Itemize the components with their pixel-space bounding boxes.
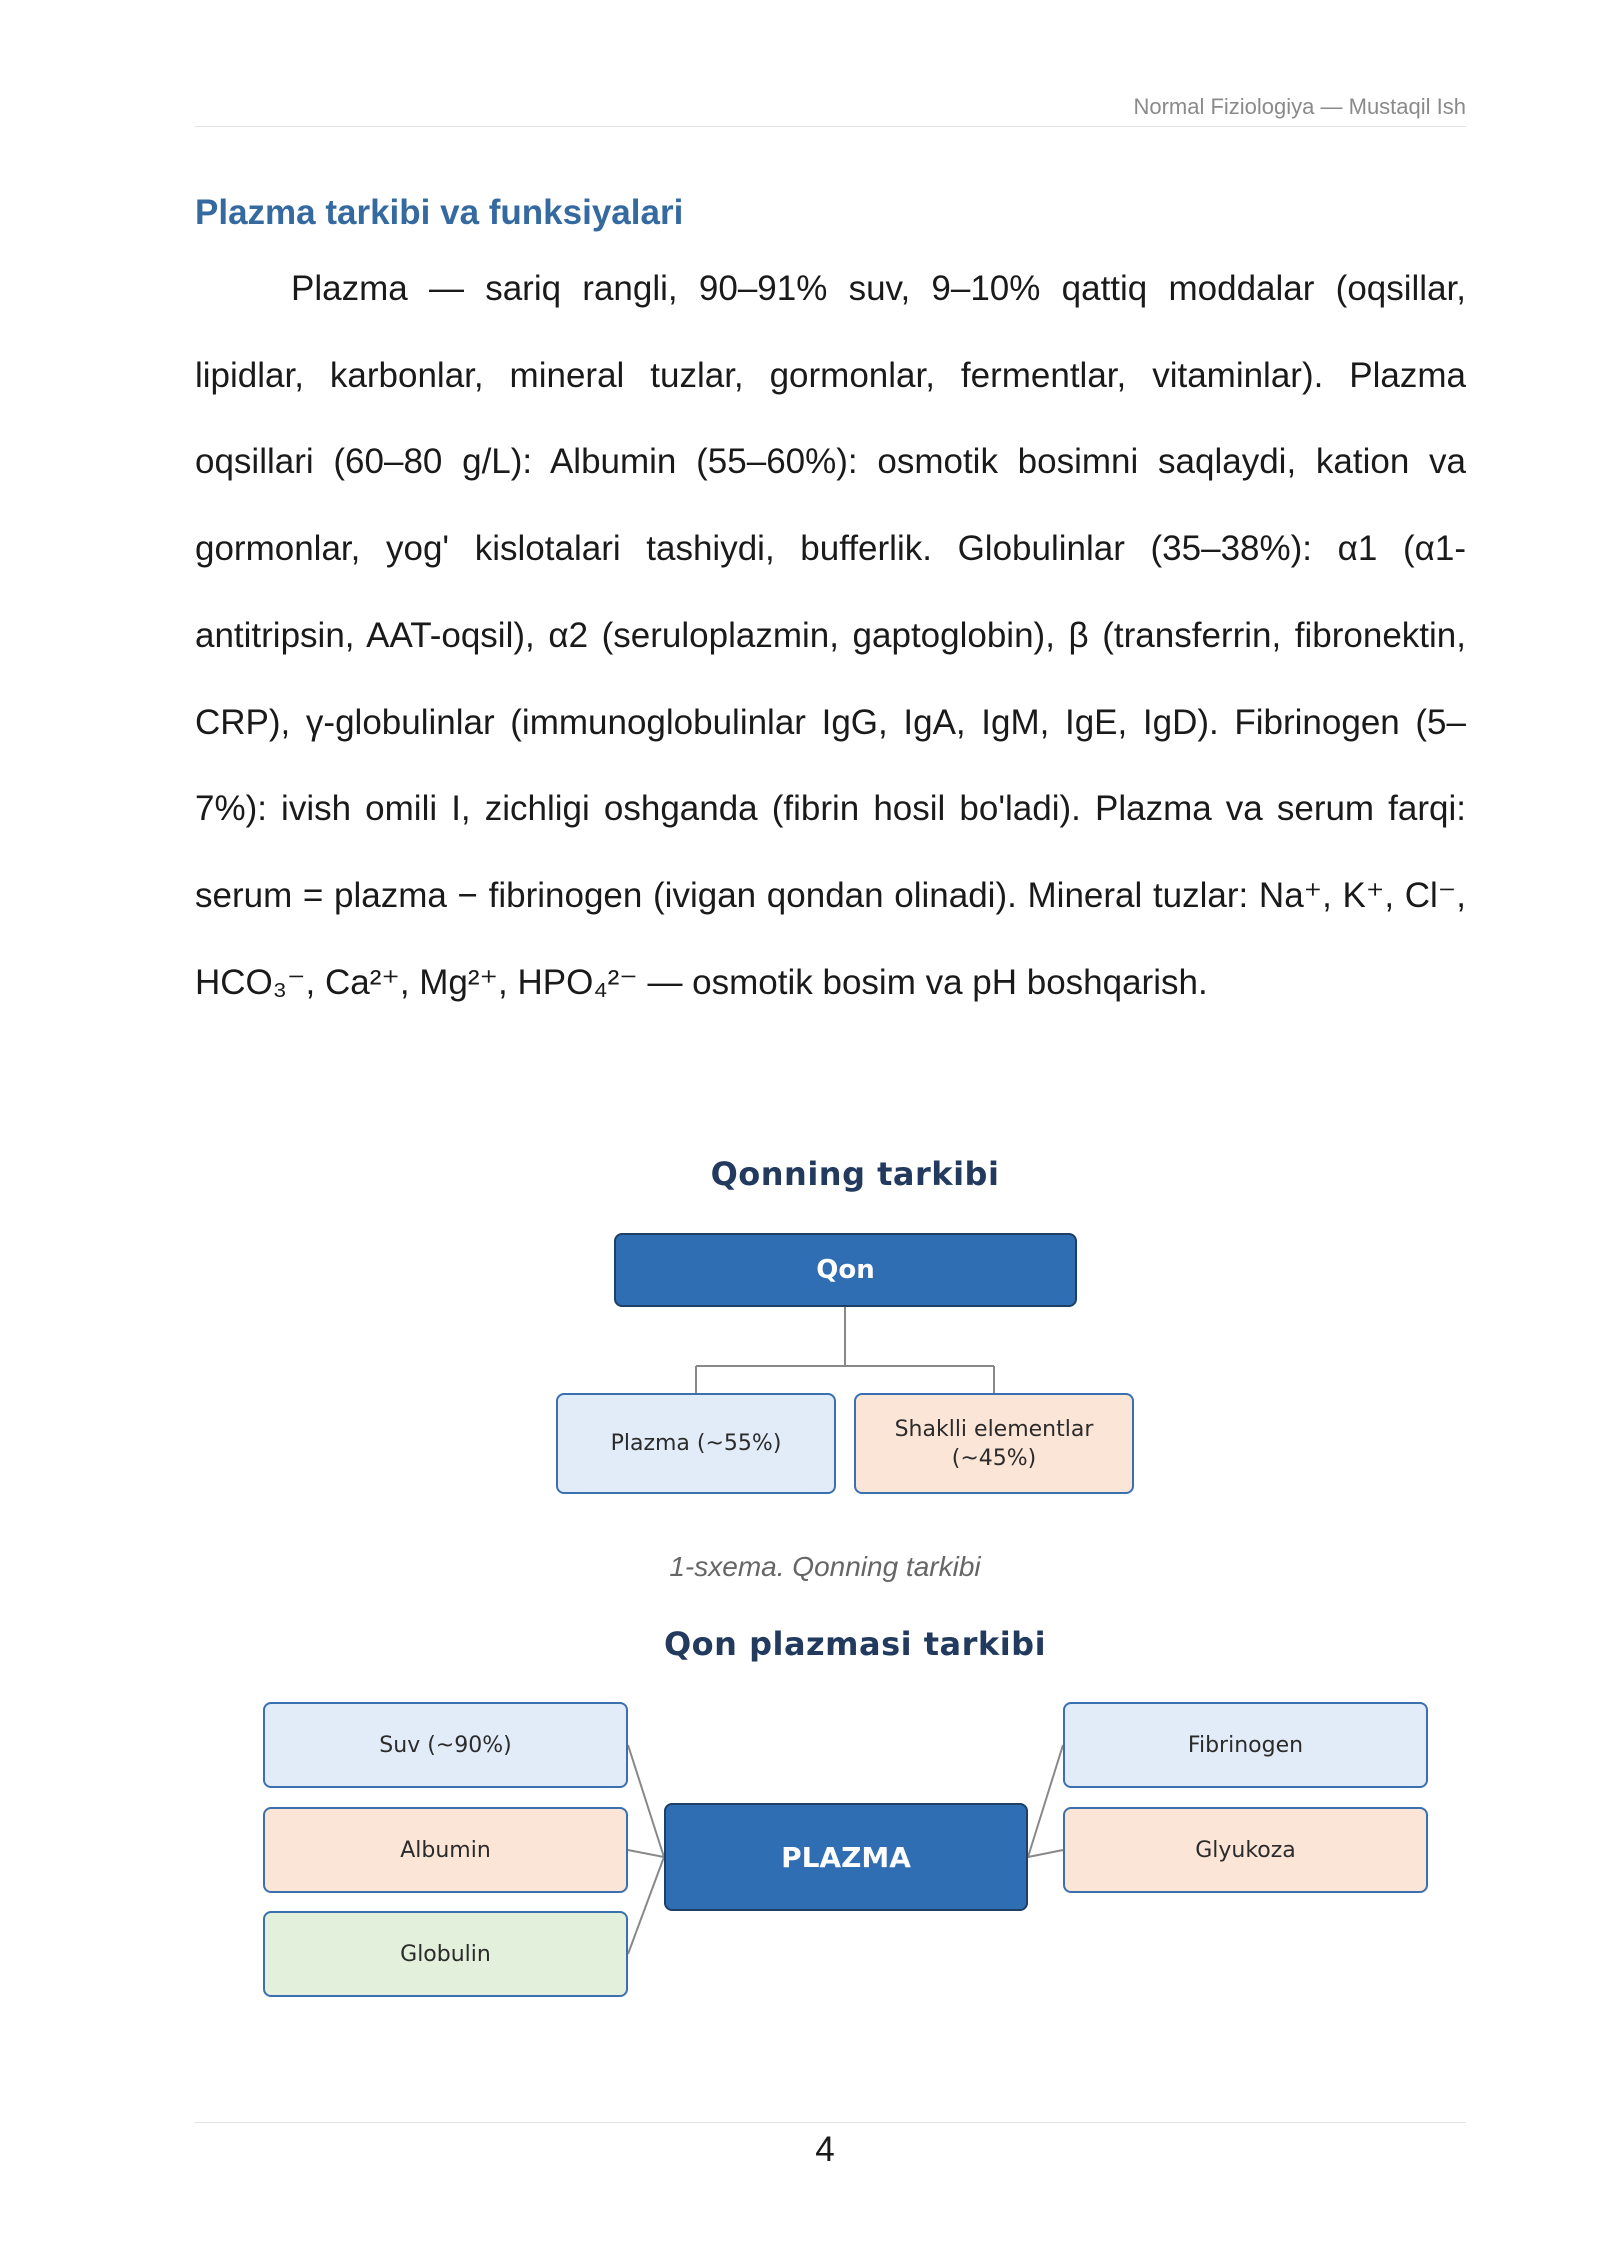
figure1-title: Qonning tarkibi xyxy=(710,1155,1000,1193)
section-heading: Plazma tarkibi va funksiyalari xyxy=(195,193,684,232)
fig2-spoke-fibrinogen xyxy=(1028,1745,1063,1857)
figure2-title: Qon plazmasi tarkibi xyxy=(663,1625,1047,1663)
body-paragraph: Plazma — sariq rangli, 90–91% suv, 9–10% qattiq moddalar (oqsillar, lipidlar, karbonlar, mineral tuzlar, gormonlar, fermentlar, vitaminlar). Plazma oqsillari (60–80 g/L): Albumin (55–60%): osmotik bosimni saqlaydi, kation va gormonlar, yog' kislotalari tashiydi, bufferlik. Globulinlar (35–38%): α1 (α1-antitripsin, AAT-oqsil), α2 (seruloplazmin, gaptoglobin), β (transferrin, fibronektin, CRP), γ-globulinlar (immunoglobulinlar IgG, IgA, IgM, IgE, IgD). Fibrinogen (5–7%): ivish omili I, zichligi oshganda (fibrin hosil bo'ladi). Plazma va serum farqi: serum = plazma − fibrinogen (ivigan qondan olinadi). Mineral tuzlar: Na⁺, K⁺, Cl⁻, HCO₃⁻, Ca²⁺, Mg²⁺, HPO₄²⁻ — osmotik bosim va pH boshqarish. xyxy=(195,269,1466,1002)
fig2-spoke-globulin xyxy=(628,1857,664,1954)
fig2-albumin-box: Albumin xyxy=(263,1807,628,1893)
fig1-root-box: Qon xyxy=(614,1233,1077,1307)
running-header: Normal Fiziologiya — Mustaqil Ish xyxy=(1133,94,1466,119)
page-number: 4 xyxy=(815,2130,835,2169)
fig1-shaklli-elementlar-box: Shaklli elementlar (~45%) xyxy=(854,1393,1134,1494)
fig1-plazma-box: Plazma (~55%) xyxy=(556,1393,836,1494)
fig2-center-box: PLAZMA xyxy=(664,1803,1028,1911)
fig2-spoke-glyukoza xyxy=(1028,1850,1063,1857)
fig2-glyukoza-box: Glyukoza xyxy=(1063,1807,1428,1893)
figure1-caption: 1-sxema. Qonning tarkibi xyxy=(669,1551,981,1582)
fig2-spoke-albumin xyxy=(628,1850,664,1857)
fig2-globulin-box: Globulin xyxy=(263,1911,628,1997)
footer-divider xyxy=(195,2122,1466,2123)
fig2-spoke-suv xyxy=(628,1745,664,1857)
fig2-fibrinogen-box: Fibrinogen xyxy=(1063,1702,1428,1788)
fig2-suv-box: Suv (~90%) xyxy=(263,1702,628,1788)
